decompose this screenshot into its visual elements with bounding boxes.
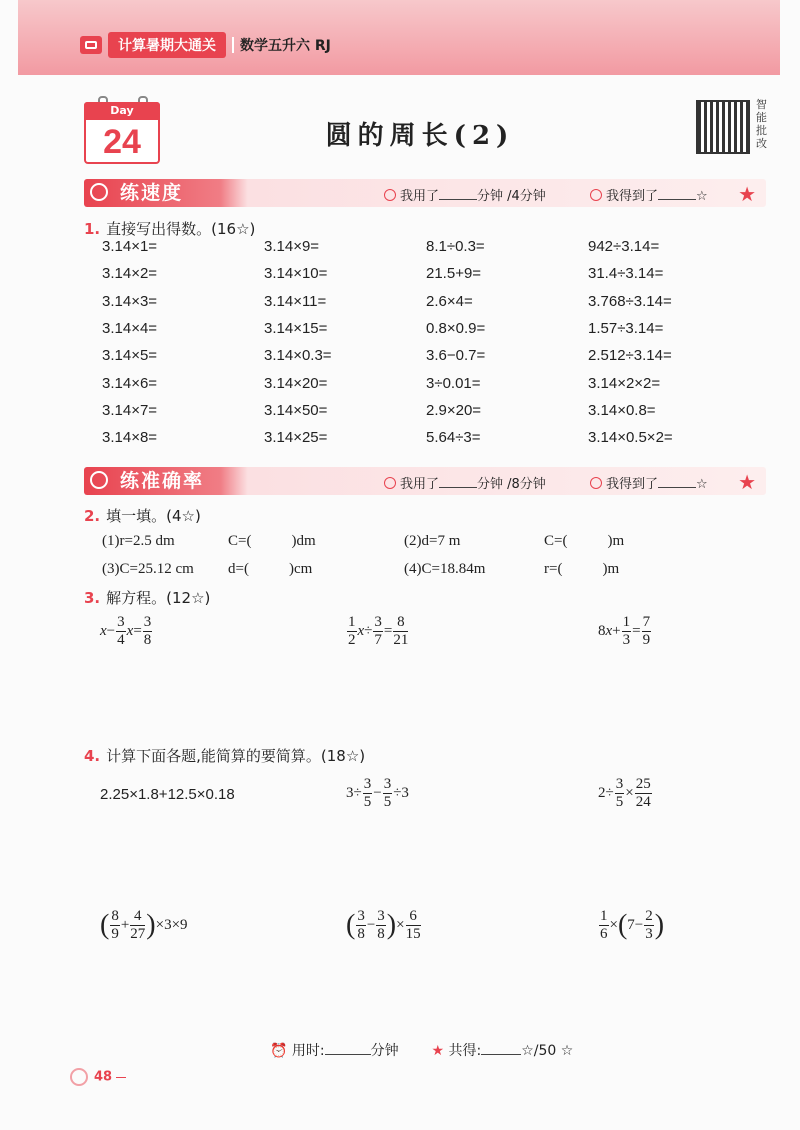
calc-item: 3.14×10= (264, 265, 328, 283)
section-speed (84, 179, 766, 207)
question-1-heading (84, 218, 255, 239)
got-prefix: 我得到了 (606, 477, 659, 492)
item-index: (4) (404, 561, 422, 577)
expression-1: 2.25×1.8+12.5×0.18 (100, 786, 235, 803)
q2-answer-2[interactable] (544, 533, 624, 550)
question-1-grid (102, 238, 742, 456)
check-icon (590, 477, 602, 489)
expression-5: ( $\frac{3}{8}$ − $\frac{3}{8}$ )× $\frac{6}{15}$ (346, 908, 421, 942)
star-blank[interactable] (658, 475, 696, 488)
equation-2: $\frac{1}{2}$ x÷ $\frac{3}{7}$ = $\frac{8}{21}$ (348, 614, 409, 648)
item-ask: C=( (544, 533, 568, 549)
target-icon (90, 471, 108, 489)
calc-item: 942÷3.14= (588, 238, 660, 255)
question-number: 4. (84, 747, 101, 765)
equation-3: 8x+ $\frac{1}{3}$ = $\frac{7}{9}$ (598, 614, 651, 648)
got-prefix: 我得到了 (606, 189, 659, 204)
check-icon (590, 189, 602, 201)
item-index: (2) (404, 533, 422, 549)
q2-answer-4[interactable] (544, 561, 619, 578)
calc-item: 3.14×9= (264, 238, 320, 255)
calc-item: 3.14×5= (102, 347, 158, 365)
time-blank[interactable] (439, 475, 477, 488)
calc-item: 3.14×4= (102, 319, 158, 337)
calc-item: 2.9×20= (426, 401, 482, 419)
item-given: C=18.84m (421, 561, 486, 577)
time-blank[interactable] (439, 187, 477, 200)
calc-item: 8.1÷0.3= (426, 238, 485, 255)
clock-icon (384, 477, 396, 489)
day-tag: Day (84, 102, 160, 120)
item-unit: )m (607, 533, 625, 549)
q2-answer-3[interactable] (228, 561, 312, 578)
calc-item: 3.14×50= (264, 401, 328, 419)
clock-icon: ⏰ (270, 1043, 288, 1059)
question-3-heading (84, 587, 210, 608)
calc-item: 3.14×2= (102, 265, 158, 283)
page-title: 圆的周长(2) (325, 121, 515, 151)
got-suffix: ☆ (696, 189, 708, 204)
time-used (384, 473, 546, 492)
section-label: 练准确率 (120, 470, 205, 492)
page-number-text: 48 (94, 1069, 113, 1085)
calc-item: 3÷0.01= (426, 374, 481, 392)
question-text: 计算下面各题,能简算的要简算。(18☆) (106, 747, 366, 765)
calc-item: 0.8×0.9= (426, 319, 486, 337)
calc-item: 31.4÷3.14= (588, 265, 664, 283)
item-given: C=25.12 cm (119, 561, 194, 577)
time-unit: 分钟 (370, 1043, 399, 1059)
question-text: 填一填。(4☆) (106, 507, 201, 525)
calc-item: 21.5+9= (426, 265, 482, 283)
day-number: 24 (103, 123, 141, 161)
q2-item-4 (404, 561, 485, 578)
divider (232, 37, 234, 53)
item-unit: )dm (291, 533, 316, 549)
calc-item: 5.64÷3= (426, 429, 481, 447)
stars-got (590, 185, 708, 204)
question-4-heading (84, 745, 365, 766)
item-unit: )m (602, 561, 620, 577)
calc-item: 3.14×20= (264, 374, 328, 392)
expression-3: 2÷ $\frac{3}{5}$ × $\frac{25}{24}$ (598, 776, 651, 810)
question-number: 3. (84, 589, 101, 607)
star-blank[interactable] (658, 187, 696, 200)
question-text: 解方程。(12☆) (106, 589, 211, 607)
stopwatch-icon (90, 183, 108, 201)
calc-item: 3.14×2×2= (588, 374, 661, 392)
question-number: 2. (84, 507, 101, 525)
calc-item: 3.14×8= (102, 429, 158, 447)
time-blank[interactable] (325, 1042, 371, 1055)
calc-item: 3.6−0.7= (426, 347, 486, 365)
expression-4: ( $\frac{8}{9}$ + $\frac{4}{27}$ )×3×9 (100, 908, 188, 942)
section-label: 练速度 (120, 182, 184, 204)
score-blank[interactable] (481, 1042, 521, 1055)
book-icon (80, 36, 102, 54)
item-ask: C=( (228, 533, 252, 549)
item-ask: r=( (544, 561, 563, 577)
used-suffix: 分钟 /4分钟 (477, 189, 546, 204)
star-icon: ★ (738, 470, 756, 494)
qr-caption: 智能批改 (756, 98, 767, 150)
score-label: 共得: (448, 1043, 482, 1059)
used-prefix: 我用了 (400, 477, 440, 492)
score-suffix: ☆/50 ☆ (521, 1043, 574, 1059)
day-badge (84, 102, 160, 164)
footer-summary (270, 1040, 573, 1060)
question-2-heading (84, 505, 201, 526)
question-number: 1. (84, 220, 101, 238)
calc-item: 2.6×4= (426, 292, 473, 310)
calc-item: 3.14×1= (102, 238, 158, 255)
calc-item: 1.57÷3.14= (588, 319, 664, 337)
calc-item: 3.768÷3.14= (588, 292, 672, 310)
sun-icon (70, 1068, 88, 1086)
expression-2: 3÷ $\frac{3}{5}$ − $\frac{3}{5}$ ÷3 (346, 776, 409, 810)
q2-item-3 (102, 561, 194, 578)
page-number (70, 1068, 126, 1086)
brand-header (80, 32, 331, 58)
equation-1: x− $\frac{3}{4}$ x= $\frac{3}{8}$ (100, 614, 152, 648)
item-given: r=2.5 dm (119, 533, 175, 549)
item-index: (1) (102, 533, 120, 549)
calc-item: 2.512÷3.14= (588, 347, 672, 365)
time-used (384, 185, 546, 204)
qr-code-icon[interactable] (696, 100, 750, 154)
star-icon: ★ (738, 182, 756, 206)
got-suffix: ☆ (696, 477, 708, 492)
q2-item-1 (102, 533, 175, 550)
q2-item-2 (404, 533, 460, 550)
calc-item: 3.14×25= (264, 429, 328, 447)
brand-title: 计算暑期大通关 (108, 32, 226, 58)
calc-item: 3.14×15= (264, 319, 328, 337)
calc-item: 3.14×3= (102, 292, 158, 310)
q2-answer-1[interactable] (228, 533, 316, 550)
question-text: 直接写出得数。(16☆) (106, 220, 256, 238)
clock-icon (384, 189, 396, 201)
calc-item: 3.14×0.5×2= (588, 429, 673, 447)
calc-item: 3.14×0.3= (264, 347, 332, 365)
item-given: d=7 m (421, 533, 461, 549)
calc-item: 3.14×0.8= (588, 401, 656, 419)
stars-got (590, 473, 708, 492)
item-ask: d=( (228, 561, 249, 577)
section-accuracy (84, 467, 766, 495)
star-icon: ★ (431, 1043, 445, 1059)
calc-item: 3.14×6= (102, 374, 158, 392)
item-index: (3) (102, 561, 120, 577)
divider (116, 1077, 126, 1078)
expression-6: $\frac{1}{6}$ ×(7− $\frac{2}{3}$ ) (600, 908, 665, 942)
item-unit: )cm (288, 561, 313, 577)
calc-item: 3.14×7= (102, 401, 158, 419)
time-label: 用时: (291, 1043, 325, 1059)
used-suffix: 分钟 /8分钟 (477, 477, 546, 492)
calc-item: 3.14×11= (264, 292, 327, 310)
subject-label: 数学五升六 RJ (240, 38, 331, 54)
used-prefix: 我用了 (400, 189, 440, 204)
